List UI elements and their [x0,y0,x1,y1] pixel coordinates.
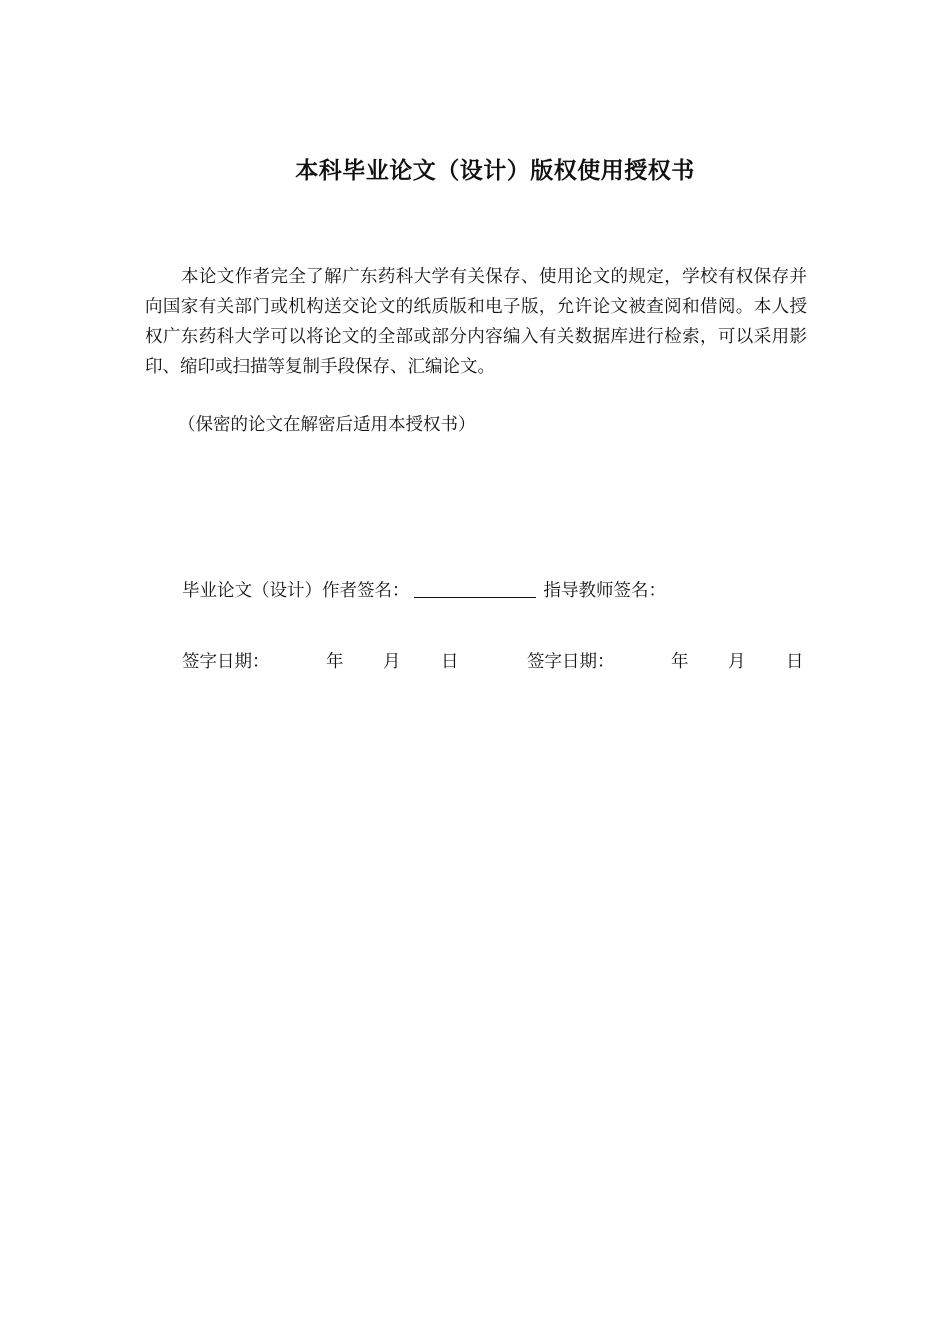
document-title: 本科毕业论文（设计）版权使用授权书 [295,158,695,184]
advisor-date-label: 签字日期： [527,652,615,672]
advisor-signature-label: 指导教师签名： [543,581,666,601]
author-date-day: 日 [441,652,459,672]
author-signature-label: 毕业论文（设计）作者签名： [182,581,410,601]
signature-row [182,577,666,605]
confidential-note: （保密的论文在解密后适用本授权书） [178,415,476,435]
advisor-date-month: 月 [728,652,746,672]
author-date-month: 月 [383,652,401,672]
author-signature-line[interactable] [414,577,536,598]
author-date-year: 年 [326,652,344,672]
author-date-label: 签字日期： [182,652,270,672]
authorization-paragraph: 本论文作者完全了解广东药科大学有关保存、使用论文的规定，学校有权保存并向国家有关部门或机构送交论文的纸质版和电子版，允许论文被查阅和借阅。本人授权广东药科大学可以将论文的全部或部分内容编入有关数据库进行检索，可以采用影印、缩印或扫描等复制手段保存、汇编论文。 [145,267,807,377]
advisor-date-year: 年 [671,652,689,672]
advisor-date-day: 日 [786,652,804,672]
